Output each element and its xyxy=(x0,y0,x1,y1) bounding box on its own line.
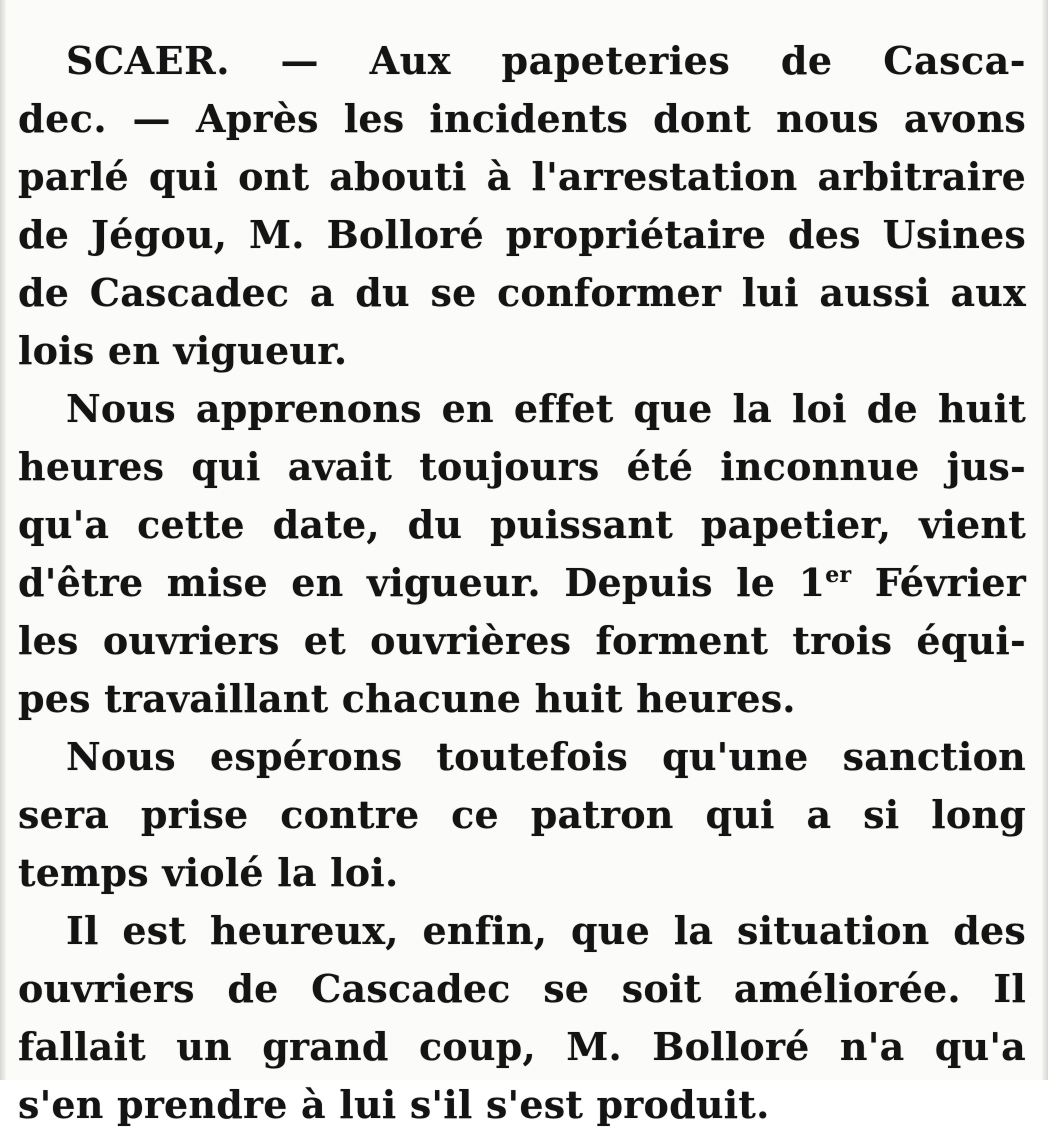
text-segment: d'être mise en vigueur. Depuis le 1 xyxy=(18,560,826,605)
article-headline-continuation: dec. — xyxy=(18,96,171,141)
paragraph-2-line-6: pes travaillant chacune huit heures. xyxy=(18,676,796,721)
text-line: Après les incidents dont nous avons xyxy=(196,96,1027,141)
paragraph-2-line-2: heures qui avait toujours été inconnue jus- xyxy=(18,444,1026,489)
paragraph-3-line-1: Nous espérons toutefois qu'une sanction xyxy=(66,734,1026,779)
paragraph-4-line-2: ouvriers de Cascadec se soit améliorée. Il xyxy=(18,966,1026,1011)
paragraph-3-line-3: temps violé la loi. xyxy=(18,850,399,895)
headline-line xyxy=(18,32,1026,90)
paragraph-2-line-1: Nous apprenons en effet que la loi de huit xyxy=(66,386,1026,431)
paragraph-4-line-4: s'en prendre à lui s'il s'est produit. xyxy=(18,1082,770,1127)
clipping-left-edge xyxy=(0,0,6,1080)
paragraph-1-line-1 xyxy=(18,90,1026,148)
paragraph-4-line-3: fallait un grand coup, M. Bolloré n'a qu'a xyxy=(18,1024,1026,1069)
article-body xyxy=(18,32,1026,1134)
superscript-er: er xyxy=(825,562,852,588)
paragraph-4-line-1: Il est heureux, enfin, que la situation des xyxy=(66,908,1026,953)
paragraph-3-line-2: sera prise contre ce patron qui a si long xyxy=(18,792,1026,837)
paragraph-2-line-3: qu'a cette date, du puissant papetier, vient xyxy=(18,502,1026,547)
clipping-right-edge xyxy=(1042,0,1048,1080)
text-segment: Février xyxy=(874,560,1026,605)
paragraph-1-line-2: parlé qui ont abouti à l'arrestation arbitraire xyxy=(18,154,1026,199)
paragraph-1-line-5: lois en vigueur. xyxy=(18,328,348,373)
paragraph-2-line-4 xyxy=(18,554,1026,612)
paragraph-2-line-5: les ouvriers et ouvrières forment trois équi- xyxy=(18,618,1026,663)
paragraph-1-line-4: de Cascadec a du se conformer lui aussi aux xyxy=(18,270,1026,315)
article-headline: SCAER. — Aux papeteries de Casca- xyxy=(66,38,1026,83)
paragraph-1-line-3: de Jégou, M. Bolloré propriétaire des Usines xyxy=(18,212,1026,257)
